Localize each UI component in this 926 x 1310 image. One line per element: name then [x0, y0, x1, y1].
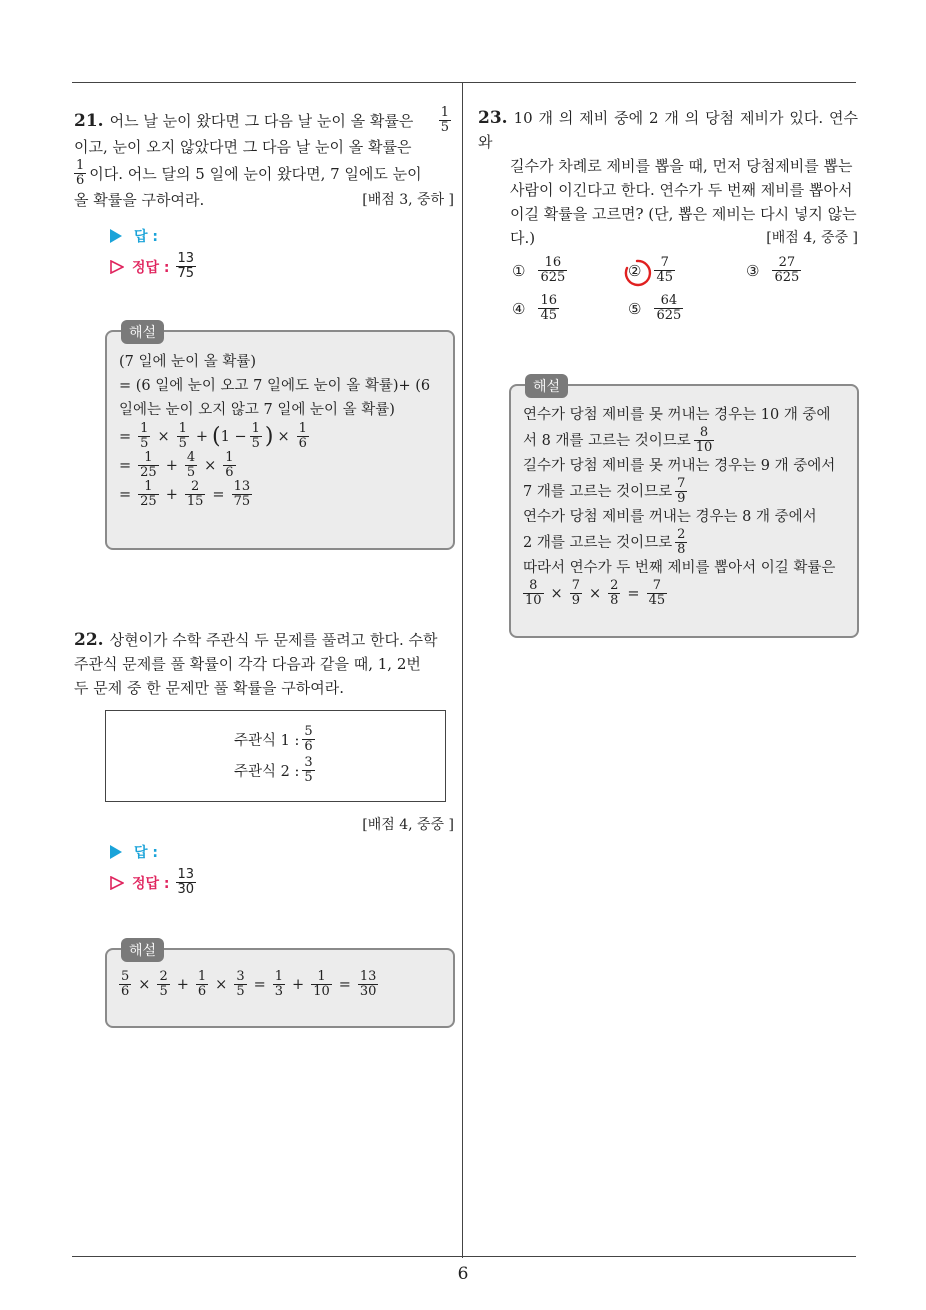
selected-mark-icon: [622, 258, 652, 288]
difficulty-meta: [배점 3, 중하 ]: [362, 192, 454, 208]
question-number: 22.: [74, 630, 104, 650]
column-divider: [462, 82, 463, 1258]
condition-box: 주관식 1 : $\frac{5}{6}$ 주관식 2 : $\frac{3}{5}$: [105, 710, 446, 802]
choice-1[interactable]: ① $\frac{16}{625}$: [512, 255, 566, 285]
question-22: 22. 상현이가 수학 주관식 두 문제를 풀려고 한다. 수학 주관식 문제를 풀 확률이 각각 다음과 같을 때, 1, 2번 두 문제 중 한 문제만 풀 확률을 구하여라.: [74, 630, 438, 697]
choice-3[interactable]: ③ $\frac{27}{625}$: [746, 255, 800, 285]
difficulty-meta: [배점 4, 중중 ]: [766, 230, 858, 246]
play-triangle-icon: [110, 229, 122, 243]
math-line: $\frac{8}{10}$ × $\frac{7}{9}$ × $\frac{2}{8}$ = $\frac{7}{45}$: [525, 578, 666, 608]
math-line: = $\frac{1}{25}$ + $\frac{2}{15}$ = $\frac{13}{75}$: [119, 479, 251, 509]
play-triangle-icon: [110, 845, 122, 859]
answer-fraction: $\frac{13}{30}$: [177, 867, 195, 897]
difficulty-meta: [배점 4, 중중 ]: [362, 817, 454, 833]
choice-2[interactable]: ② $\frac{7}{45}$: [628, 256, 678, 285]
answer-line: 답 :: [110, 226, 454, 246]
explanation-box-23: 해설 연수가 당첨 제비를 못 꺼내는 경우는 10 개 중에 서 8 개를 고르는 것이므로 $\frac{8}{10}$ 길수가 당첨 제비를 못 꺼내는 경우는 9 개 중에서 7 개를 고르는 것이므로 $\frac{7}{9}$ 연수가 당첨 제비를 꺼내는 경우는 8 개 중에서 2 개를 고르는 것이므로 $\frac{2}{8}$ 따라서 연수가 두 번째 제비를 뽑아서 이길 확률은 $\frac{8}{10}$ × $\frac{7}{9}$ × $\frac{2}{8}$ = $\frac{7}{45}$: [509, 384, 859, 638]
math-line: $\frac{5}{6}$ × $\frac{2}{5}$ + $\frac{1}{6}$ × $\frac{3}{5}$ = $\frac{1}{3}$ + $\frac{1}{10}$ = $\frac{13}{30}$: [121, 969, 377, 999]
answer-line: 답 :: [110, 842, 454, 862]
explanation-tag: 해설: [525, 374, 568, 398]
math-line: = $\frac{1}{5}$ × $\frac{1}{5}$ + ( 1 − $\frac{1}{5}$ ) × $\frac{1}{6}$: [119, 421, 307, 451]
math-line: = $\frac{1}{25}$ + $\frac{4}{5}$ × $\frac{1}{6}$: [119, 450, 234, 480]
choice-5[interactable]: ⑤ $\frac{64}{625}$: [628, 293, 682, 323]
question-23: 23. 10 개 의 제비 중에 2 개 의 당첨 제비가 있다. 연수와 길수가 차례로 제비를 뽑을 때, 먼저 당첨제비를 뽑는 사람이 이긴다고 한다. 연수가 두 번째 제비를 뽑아서 이길 확률을 고르면? (단, 뽑은 제비는 다시 넣지 않는 다.) [배점 4, 중중 ]: [478, 106, 858, 250]
correct-answer-line: 정답 : $\frac{13}{30}$: [110, 868, 454, 897]
question-21-text: 21. 어느 날 눈이 왔다면 그 다음 날 눈이 올 확률은 $\frac{1}{5}$ 이고, 눈이 오지 않았다면 그 다음 날 눈이 올 확률은 $\frac{1}{6}$ 이다. 어느 달의 5 일에 눈이 왔다면, 7 일에도 눈이 올 확률을 구하여라. [배점 3, 중하 ]: [74, 106, 454, 212]
correct-answer-line: 정답 : $\frac{13}{75}$: [110, 252, 454, 281]
fraction: $\frac{1}{5}$: [440, 105, 449, 135]
explanation-box-21: 해설 (7 일에 눈이 올 확률) = (6 일에 눈이 오고 7 일에도 눈이 올 확률)+ (6 일에는 눈이 오지 않고 7 일에 눈이 올 확률) = $\frac{1}{5}$ × $\frac{1}{5}$ + ( 1 − $\frac{1}{5}$ ) × $\frac{1}{6}$ = $\frac{1}{25}$ + $\frac{4}{5}$ × $\frac{1}{6}$ = $\frac{1}{25}$ + $\frac{2}{15}$ = $\frac{13}{75}$: [105, 330, 455, 550]
question-21: [74, 106, 454, 281]
page-number: 6: [457, 1264, 469, 1284]
outline-triangle-icon: [110, 260, 124, 274]
question-number: 23.: [478, 108, 508, 128]
explanation-tag: 해설: [121, 320, 164, 344]
bottom-rule: [72, 1256, 856, 1257]
answer-fraction: $\frac{13}{75}$: [177, 251, 195, 281]
choice-4[interactable]: ④ $\frac{16}{45}$: [512, 293, 557, 323]
explanation-tag: 해설: [121, 938, 164, 962]
explanation-box-22: [105, 943, 455, 1028]
question-number: 21.: [74, 110, 104, 131]
outline-triangle-icon: [110, 876, 124, 890]
fraction: $\frac{1}{6}$: [76, 158, 85, 188]
top-rule: [72, 82, 856, 83]
